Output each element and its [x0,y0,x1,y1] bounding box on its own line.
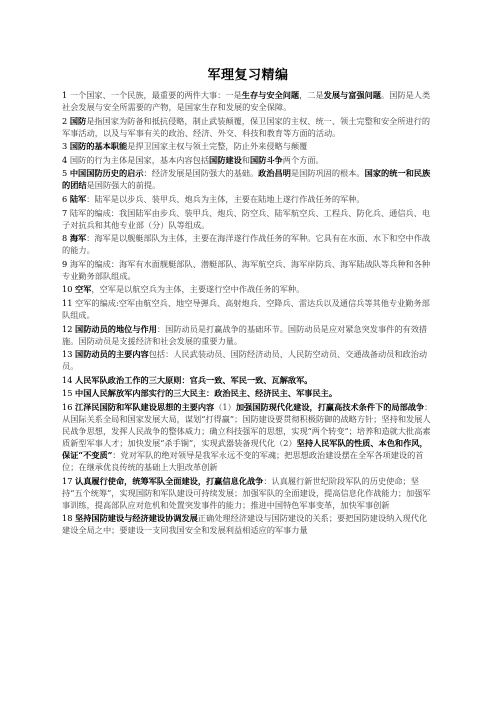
bold-text: 国防的基本职能 [69,141,128,152]
body-text: ，二是 [299,90,324,100]
bold-text: 坚持人民军队的性质、本色和作风，保证“不变质” [62,437,428,460]
bold-text: 加强国防现代化建设，打赢高技术条件下的局部战争 [235,401,425,412]
paragraph-12 [62,323,434,347]
paragraph-16 [62,401,434,473]
body-text: 包括：人民武装动员、国防经济动员、人民防空动员、交通战备动员和政治动员。 [62,349,428,372]
bold-text: 发展与富强问题 [323,90,381,100]
item-number: 11 [62,297,76,308]
item-number: 9 [62,258,70,269]
body-text: 两个方面。 [282,154,324,165]
bold-text: 人民军队政治工作的三大原则：官兵一致、军民一致、瓦解敌军。 [75,374,313,385]
item-number: 16 [62,401,76,412]
item-number: 3 [62,141,70,152]
item-number: 17 [62,475,76,486]
item-number: 10 [62,284,76,295]
body-text: 国防的行为主体是国家，基本内容包括 [69,154,210,165]
item-number: 5 [62,168,70,179]
body-text: 是捍卫国家主权与领土完整，防止外来侵略与颠覆 [127,141,308,152]
item-number: 4 [62,154,70,165]
body-text: 是国防巩固的根本。 [290,168,365,179]
bold-text: 国防动员的地位与作用 [75,323,157,334]
bold-text: 生存与安全问题 [241,90,300,100]
paragraph-18 [62,512,434,536]
item-number: 2 [62,115,70,126]
paragraph-8 [62,232,434,256]
body-text: 是指国家为防备和抵抗侵略，制止武装颠覆，保卫国家的主权、统一、领土完整和安全所进行的军事活动，以及与军事有关的政治、经济、外交、科技和教育等方面的活动。 [62,115,431,138]
item-number: 13 [62,349,76,360]
paragraph-7 [62,207,434,231]
body-text: ：从国际关系全局和国家发展大局，谋划“打得赢”；国防建设要贯彻积极防御的战略方针；坚持和发展人民战争思想，发挥人民战争的整体威力；确立科技强军的思想，实现“两个转变”；培养和造就大批高素质新型军事人才；加快发展“杀手锏”，实现武器装备现代化（2） [62,401,433,448]
paragraph-5 [62,167,434,191]
document-body [62,89,434,536]
body-text: ：经济发展是国防强大的基础。 [143,168,259,179]
body-text: 海军的编成：海军有水面舰艇部队、潜艇部队、海军航空兵、海军岸防兵、海军陆战队等兵种和各种专业勤务部队组成。 [62,258,431,281]
body-text: ：陆军是以步兵、装甲兵、炮兵为主体，主要在陆地上遂行作战任务的军种。 [86,193,365,204]
body-text: ：党对军队的绝对领导是我军永远不变的军魂；把思想政治建设摆在全军各项建设的首位；在继承优良传统的基础上大胆改革创新 [62,449,424,472]
bold-text: 国防动员的主要内容 [75,349,149,360]
paragraph-9 [62,258,434,282]
body-text: ：认真履行新世纪阶段军队的历史使命；坚持“五个统筹”，实现国防和军队建设可持续发展；加强军队的全面建设，提高信息化作战能力；加强军事训练，提高部队应对危机和处置突发事件的能力；推进中国特色军事变革，加快军事创新 [62,475,431,510]
paragraph-3 [62,140,434,152]
paragraph-14 [62,374,434,386]
bold-text: 空军 [75,284,92,295]
body-text: 是国防强大的前提。 [86,180,161,191]
body-text: 。国防是人类社会发展与安全所需要的产物，是国家生存和发展的安全保障。 [62,90,431,112]
paragraph-15 [62,387,434,399]
paragraph-2 [62,115,434,139]
bold-text: 国防 [69,115,87,126]
item-number: 18 [62,513,76,524]
item-number: 8 [62,233,70,244]
item-number: 14 [62,374,76,385]
bold-text: 陆军 [69,193,87,204]
body-text: ，空军是以航空兵为主体，主要遂行空中作战任务的军种。 [91,284,305,295]
paragraph-4 [62,154,434,166]
item-number: 1 [62,90,70,100]
body-text: 空军的编成:空军由航空兵、地空导弹兵、高射炮兵、空降兵、雷达兵以及通信兵等其他专业勤务部队组成。 [62,297,430,320]
bold-text: 中国国防历史的启示 [69,168,144,179]
bold-text: 国防斗争 [249,154,283,165]
body-text: 和 [241,154,250,165]
bold-text: 国防建设 [209,154,242,165]
item-number: 15 [62,388,76,399]
bold-text: 江泽民国防和军队建设思想的主要内容 [75,401,215,412]
paragraph-17 [62,475,434,511]
bold-text: 政治昌明 [258,168,291,179]
paragraph-6 [62,193,434,205]
page-title: 军理复习精编 [207,68,289,83]
bold-text: 中国人民解放军内部实行的三大民主：政治民主、经济民主、军事民主。 [75,388,338,399]
bold-text: 海军 [69,233,87,244]
item-number: 7 [62,207,70,218]
body-text: 陆军的编成：我国陆军由步兵、装甲兵、炮兵、防空兵、陆军航空兵、工程兵、防化兵、通信兵、电子对抗兵和其他专业部（分）队等组成。 [62,207,431,230]
paragraph-13 [62,348,434,372]
body-text: ：海军是以舰艇部队为主体，主要在海洋遂行作战任务的军种。它具有在水面、水下和空中作战的能力。 [62,233,431,256]
body-text: ：国防动员是打赢战争的基础环节。国防动员是应对紧急突发事件的有效措施。国防动员是支援经济和社会发展的重要力量。 [62,323,428,346]
body-text: 正确处理经济建设与国防建设的关系；要把国防建设纳入现代化建设全局之中；要建设一支同我国安全和发展利益相适应的军事力量 [62,513,428,536]
paragraph-10 [62,283,434,295]
paragraph-1 [62,89,434,113]
item-number: 12 [62,323,76,334]
bold-text: 坚持国防建设与经济建设协调发展 [75,513,198,524]
paragraph-11 [62,297,434,321]
item-number: 6 [62,193,70,204]
bold-text: 国家的统一和民族的团结 [62,168,431,191]
body-text: （1） [214,401,236,412]
bold-text: 认真履行使命，统筹军队全面建设，打赢信息化战争 [75,475,264,486]
body-text: 一个国家、一个民族，最重要的两件大事：一是 [69,90,242,100]
